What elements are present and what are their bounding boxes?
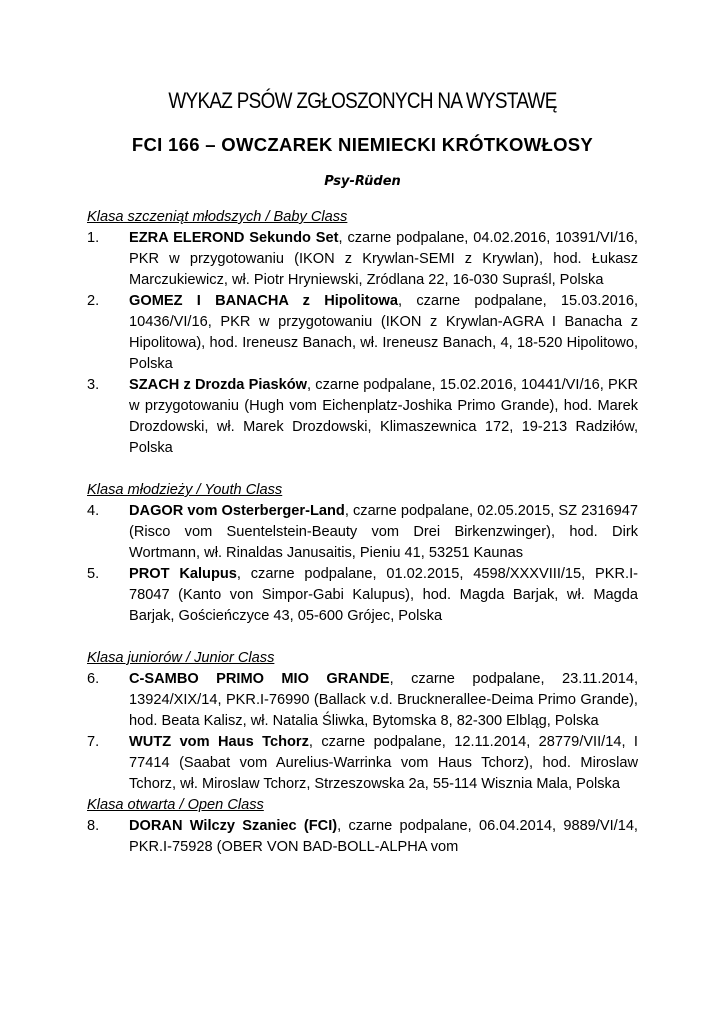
entry-text	[129, 375, 638, 459]
list-item	[87, 732, 638, 795]
list-item	[87, 669, 638, 732]
list-item	[87, 228, 638, 291]
breed-heading: FCI 166 – OWCZAREK NIEMIECKI KRÓTKOWŁOSY	[131, 134, 594, 155]
section-gap	[87, 627, 638, 648]
entry-text	[129, 732, 638, 795]
entry-details: , czarne podpalane, 01.02.2015, 4598/XXXVIII/15, PKR.I-78047 (Kanto von Simpor-Gabi Kalupus), hod. Magda Barjak, wł. Magda Barjak, Gościeńczyce 43, 05-600 Grójec, Polska	[129, 566, 638, 624]
list-item	[87, 564, 638, 627]
dog-name: GOMEZ I BANACHA z Hipolitowa	[129, 293, 398, 309]
entry-details: , czarne podpalane, 04.02.2016, 10391/VI/16, PKR w przygotowaniu (IKON z Krywlan-SEMI z Krywlan), hod. Łukasz Marczukiewicz, wł. Piotr Hryniewski, Zródlana 22, 16-030 Supraśl, Polska	[129, 230, 638, 288]
dog-name: C-SAMBO PRIMO MIO GRANDE	[129, 671, 390, 687]
entry-text	[129, 816, 638, 858]
entry-text	[129, 501, 638, 564]
entry-number: 5.	[87, 566, 100, 582]
entry-details: , czarne podpalane, 23.11.2014, 13924/XIX/14, PKR.I-76990 (Ballack v.d. Brucknerallee-Deima Primo Grande), hod. Beata Kalisz, wł. Natalia Śliwka, Bytomska 8, 82-300 Elbląg, Polska	[129, 671, 639, 729]
entry-details: , czarne podpalane, 06.04.2014, 9889/VI/14, PKR.I-75928 (OBER VON BAD-BOLL-ALPHA vom	[129, 818, 638, 855]
entry-number: 8.	[87, 818, 100, 834]
class-heading-junior: Klasa juniorów / Junior Class	[87, 650, 275, 666]
entry-number: 2.	[87, 293, 100, 309]
entry-text	[129, 291, 638, 375]
dog-name: PROT Kalupus	[129, 566, 237, 582]
list-item	[87, 375, 638, 459]
class-heading-youth: Klasa młodzieży / Youth Class	[87, 482, 283, 498]
entry-details: , czarne podpalane, 15.02.2016, 10441/VI/16, PKR w przygotowaniu (Hugh vom Eichenplatz-Joshika Primo Grande), hod. Marek Drozdowski, wł. Marek Drozdowski, Klimaszewnica 172, 19-213 Radziłów, Polska	[129, 377, 638, 456]
dog-name: WUTZ vom Haus Tchorz	[129, 734, 309, 750]
entry-number: 7.	[87, 734, 100, 750]
dog-name: SZACH z Drozda Piasków	[129, 377, 308, 393]
entry-text	[129, 228, 638, 291]
class-heading-open: Klasa otwarta / Open Class	[87, 797, 264, 813]
entry-number: 3.	[87, 377, 100, 393]
entries-list	[87, 207, 638, 858]
class-heading-baby: Klasa szczeniąt młodszych / Baby Class	[87, 209, 348, 225]
section-gap	[87, 459, 638, 480]
entry-details: , czarne podpalane, 12.11.2014, 28779/VII/14, I 77414 (Saabat vom Aurelius-Warrinka vom Haus Tchorz), hod. Miroslaw Tchorz, wł. Miroslaw Tchorz, Strzeszowska 2a, 55-114 Wisznia Mala, Polska	[129, 734, 638, 792]
dog-name: EZRA ELEROND Sekundo Set	[129, 230, 339, 246]
entry-number: 4.	[87, 503, 100, 519]
entry-details: , czarne podpalane, 15.03.2016, 10436/VI/16, PKR w przygotowaniu (IKON z Krywlan-AGRA I Banacha z Hipolitowa), hod. Ireneusz Banach, wł. Ireneusz Banach, 4, 18-520 Hipolitowo, Polska	[129, 293, 638, 372]
document-title: WYKAZ PSÓW ZGŁOSZONYCH NA WYSTAWĘ	[168, 88, 557, 113]
list-item	[87, 291, 638, 375]
list-item	[87, 816, 638, 858]
sex-subheading: Psy-Rüden	[324, 174, 401, 189]
entry-number: 1.	[87, 230, 100, 246]
entry-details: , czarne podpalane, 02.05.2015, SZ 2316947 (Risco vom Suentelstein-Beauty vom Drei Birkenzwinger), hod. Dirk Wortmann, wł. Rinaldas Janusaitis, Pieniu 41, 53251 Kaunas	[129, 503, 638, 561]
entry-text	[129, 669, 638, 732]
entry-text	[129, 564, 638, 627]
dog-name: DAGOR vom Osterberger-Land	[129, 503, 345, 519]
dog-name: DORAN Wilczy Szaniec (FCI)	[129, 818, 338, 834]
list-item	[87, 501, 638, 564]
entry-number: 6.	[87, 671, 100, 687]
